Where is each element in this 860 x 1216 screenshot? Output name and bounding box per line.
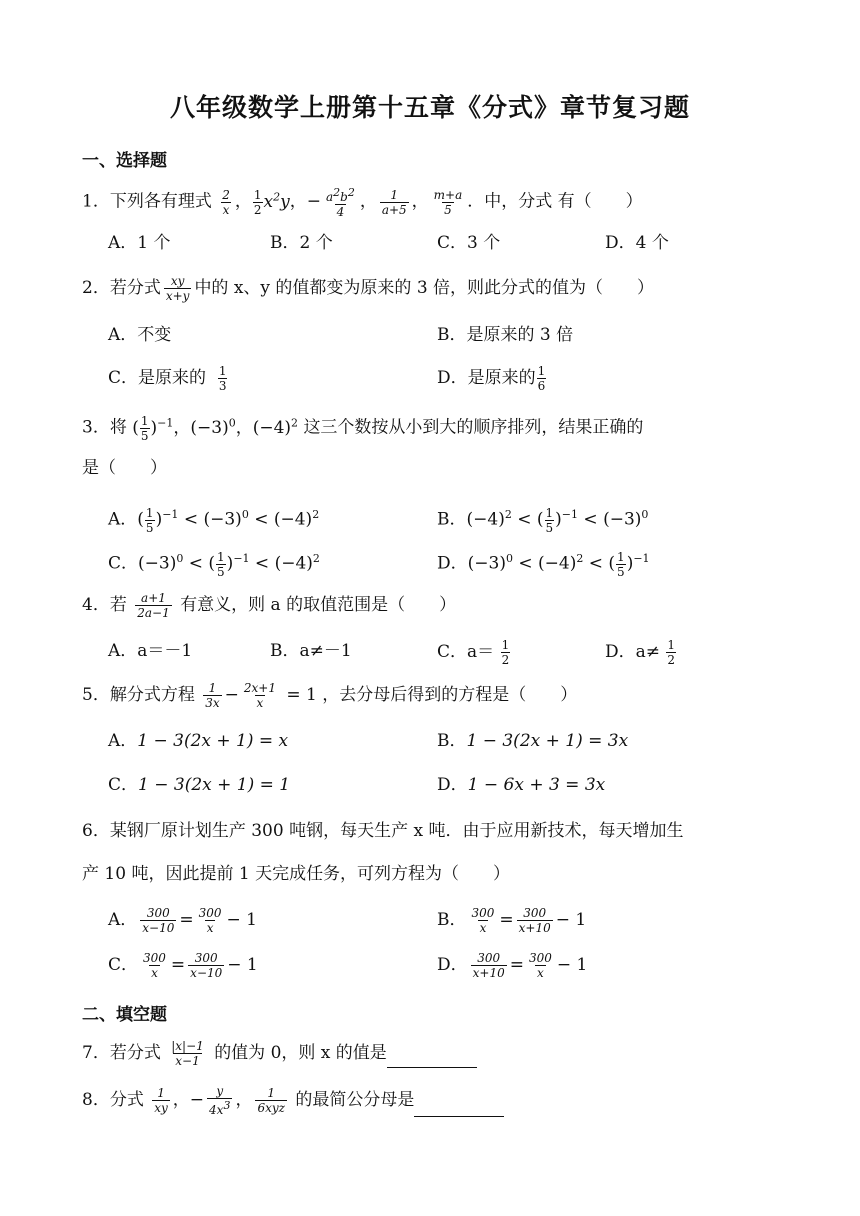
q3-option-b[interactable]: B．$(-4)^2$ < ( $\frac{1}{5}$ )$^{-1} < (-3)^0$ [437, 505, 649, 535]
question-2: 2．若分式 $\frac{xy}{x+y}$ 中的 x、y 的值都变为原来的 3 倍，则此分式的值为（ ） [82, 274, 655, 303]
q5-option-b[interactable]: B．1 − 3(2x + 1) = 3x [437, 731, 629, 751]
expr-2-over-x: $\frac{2}{x}$ [222, 187, 230, 217]
q6-option-d[interactable]: D． $\frac{300}{x+10}$ = $\frac{300}{x}$ − 1 [437, 951, 588, 980]
q5-option-c[interactable]: C．1 − 3(2x + 1) = 1 [108, 775, 291, 795]
q3-option-c[interactable]: C．$(-3)^0$ < ( $\frac{1}{5}$ )$^{-1} < (-4)^2$ [108, 549, 320, 579]
question-4: 4．若 $\frac{a+1}{2a-1}$ 有意义，则 a 的取值范围是（ ） [82, 591, 457, 620]
q2-option-b[interactable]: B．是原来的 3 倍 [437, 325, 574, 345]
q6-option-c[interactable]: C． $\frac{300}{x}$ = $\frac{300}{x-10}$ − 1 [108, 951, 258, 980]
question-5: 5．解分式方程 $\frac{1}{3x}$ − $\frac{2x+1}{x}$ = 1 ，去分母后得到的方程是（ ） [82, 681, 578, 710]
q8-answer-blank[interactable] [414, 1098, 504, 1117]
question-1-suffix: ．中，分式 有（ ） [467, 191, 643, 212]
section-fill-heading: 二、填空题 [82, 1005, 167, 1025]
q7-answer-blank[interactable] [387, 1049, 477, 1068]
expr-ma-over-5: $\frac{m+a}{5}$ [433, 187, 463, 217]
q4-option-c[interactable]: C．a＝ $\frac{1}{2}$ [437, 638, 510, 667]
q1-option-c[interactable]: C．3 个 [437, 233, 501, 253]
q2-option-c[interactable]: C．是原来的 $\frac{1}{3}$ [108, 364, 227, 393]
q1-option-b[interactable]: B．2 个 [270, 233, 333, 253]
q3-option-a[interactable]: A．( $\frac{1}{5}$ )$^{-1} < (-3)^0 < (-4)^2$ [108, 505, 320, 535]
question-6-line2: 产 10 吨，因此提前 1 天完成任务，可列方程为（ ） [82, 864, 511, 884]
q5-option-a[interactable]: A．1 − 3(2x + 1) = x [108, 731, 289, 751]
question-3-line2: 是（ ） [82, 458, 167, 478]
q1-option-a[interactable]: A．1 个 [108, 233, 171, 253]
question-3: 3．将 ( $\frac{1}{5}$ )$^{-1}$，$(-3)^0$，$(-4)^2$ 这三个数按从小到大的顺序排列，结果正确的 [82, 413, 644, 443]
expr-a2b2-over-4: $\frac{a^2b^2}{4}$ [325, 185, 355, 219]
question-1: 1．下列各有理式 $\frac{2}{x}$ ， $\frac{1}{2}$ $x^2y$，− $\frac{a^2b^2}{4}$ ， $\frac{1}{a+5}$ ， $\frac{m+a}{5}$ ．中，分式 有（ ） [82, 185, 643, 219]
q4-option-d[interactable]: D．a≠ $\frac{1}{2}$ [605, 638, 676, 667]
expr-xy-over-xpy: $\frac{xy}{x+y}$ [165, 274, 190, 303]
q4-option-b[interactable]: B．a≠－1 [270, 641, 352, 661]
q2-option-d[interactable]: D．是原来的 $\frac{1}{6}$ [437, 364, 546, 393]
section-choice-heading: 一、选择题 [82, 151, 167, 171]
question-7: 7．若分式 $\frac{|x|-1}{x-1}$ 的值为 0，则 x 的值是 [82, 1039, 477, 1068]
q3-option-d[interactable]: D．$(-3)^0 < (-4)^2$ < ( $\frac{1}{5}$ )$^{-1}$ [437, 549, 650, 579]
question-6-line1: 6．某钢厂原计划生产 300 吨钢，每天生产 x 吨．由于应用新技术，每天增加生 [82, 821, 684, 841]
q6-option-b[interactable]: B． $\frac{300}{x}$ = $\frac{300}{x+10}$ − 1 [437, 906, 587, 935]
q5-option-d[interactable]: D．1 − 6x + 3 = 3x [437, 775, 606, 795]
expr-1-over-a5: $\frac{1}{a+5}$ [381, 187, 407, 217]
q2-option-a[interactable]: A．不变 [108, 325, 172, 345]
q1-option-d[interactable]: D．4 个 [605, 233, 669, 253]
expr-a1-over-2a1: $\frac{a+1}{2a-1}$ [137, 591, 170, 620]
question-1-prefix: 1．下列各有理式 [82, 191, 212, 212]
question-8: 8．分式 $\frac{1}{xy}$ ，− $\frac{y}{4x^3}$ ， $\frac{1}{\text{6xyz}}$ 的最简公分母是 [82, 1084, 504, 1117]
page-title: 八年级数学上册第十五章《分式》章节复习题 [169, 93, 690, 122]
q6-option-a[interactable]: A． $\frac{300}{x-10}$ = $\frac{300}{x}$ − 1 [108, 906, 257, 935]
expr-half: $\frac{1}{2}$ [253, 187, 262, 217]
q4-option-a[interactable]: A．a＝－1 [108, 641, 193, 661]
